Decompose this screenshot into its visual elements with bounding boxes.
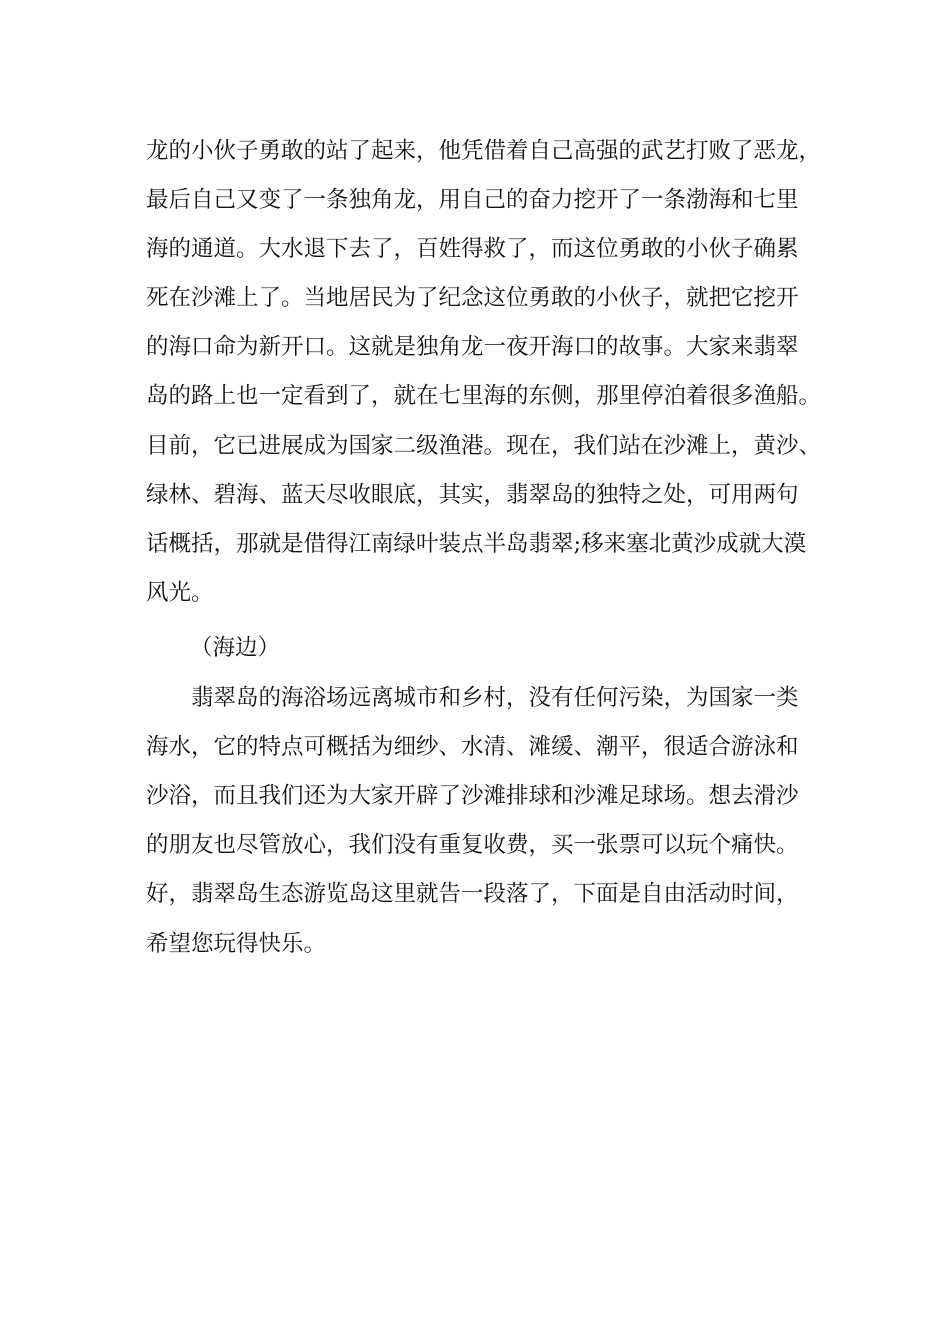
paragraph-1-line-7: 目前，它已进展成为国家二级渔港。现在，我们站在沙滩上，黄沙、 [146, 433, 822, 459]
paragraph-1-line-1: 龙的小伙子勇敢的站了起来，他凭借着自己高强的武艺打败了恶龙， [146, 138, 822, 164]
paragraph-1-line-2: 最后自己又变了一条独角龙，用自己的奋力挖开了一条渤海和七里 [146, 187, 799, 213]
paragraph-1-line-9: 话概括，那就是借得江南绿叶装点半岛翡翠;移来塞北黄沙成就大漠 [146, 531, 807, 557]
paragraph-2-line-6: 希望您玩得快乐。 [146, 931, 327, 957]
section-heading: （海边） [190, 635, 281, 661]
paragraph-2-line-5: 好，翡翠岛生态游览岛这里就告一段落了，下面是自由活动时间， [146, 881, 799, 907]
paragraph-2-line-1: 翡翠岛的海浴场远离城市和乡村，没有任何污染，为国家一类 [191, 685, 799, 711]
paragraph-1-line-10: 风光。 [146, 580, 214, 606]
paragraph-1-line-4: 死在沙滩上了。当地居民为了纪念这位勇敢的小伙子，就把它挖开 [146, 285, 799, 311]
paragraph-2-line-4: 的朋友也尽管放心，我们没有重复收费，买一张票可以玩个痛快。 [146, 832, 799, 858]
paragraph-1-line-6: 岛的路上也一定看到了，就在七里海的东侧，那里停泊着很多渔船。 [146, 383, 822, 409]
paragraph-1-line-8: 绿林、碧海、蓝天尽收眼底，其实，翡翠岛的独特之处，可用两句 [146, 482, 799, 508]
paragraph-2-line-3: 沙浴，而且我们还为大家开辟了沙滩排球和沙滩足球场。想去滑沙 [146, 783, 799, 809]
paragraph-2-line-2: 海水，它的特点可概括为细纱、水清、滩缓、潮平，很适合游泳和 [146, 734, 799, 760]
paragraph-1-line-5: 的海口命为新开口。这就是独角龙一夜开海口的故事。大家来翡翠 [146, 334, 799, 360]
paragraph-1-line-3: 海的通道。大水退下去了，百姓得救了，而这位勇敢的小伙子确累 [146, 236, 799, 262]
